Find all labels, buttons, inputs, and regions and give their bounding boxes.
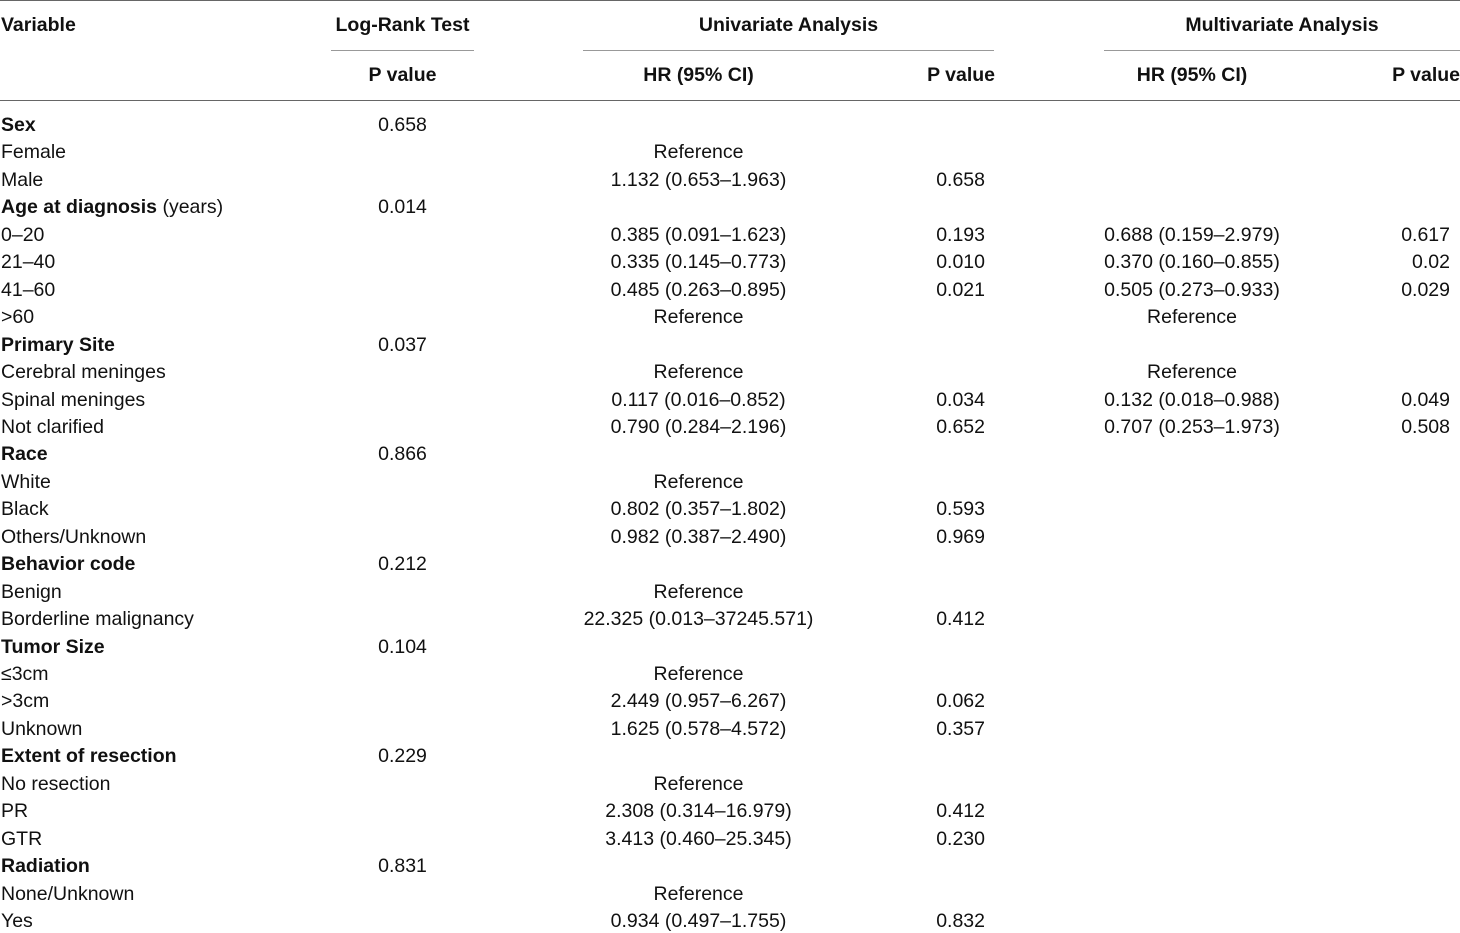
univariate-hr-cell: 0.982 (0.387–2.490)	[610, 525, 787, 548]
variable-cell	[1, 802, 321, 822]
variable-cell	[1, 253, 321, 273]
univariate-hr-cell: 0.117 (0.016–0.852)	[611, 388, 786, 411]
univariate-pvalue-cell: 0.652	[936, 415, 985, 438]
level-label: No resection	[1, 772, 111, 795]
univariate-pvalue-cell: 0.357	[936, 717, 985, 740]
level-label: Not clarified	[1, 415, 104, 438]
variable-cell	[1, 445, 321, 465]
variable-cell	[1, 717, 321, 740]
univariate-hr-cell: Reference	[653, 772, 744, 795]
multivariate-pvalue-cell: 0.617	[1401, 223, 1450, 246]
variable-cell	[1, 116, 321, 136]
top-rule	[0, 0, 1460, 1]
level-label: ≤3cm	[1, 663, 49, 685]
univariate-hr-cell: Reference	[653, 470, 744, 493]
univariate-hr-cell: 2.449 (0.957–6.267)	[610, 690, 787, 713]
group-label: Primary Site	[1, 333, 115, 356]
group-label: Behavior code	[1, 553, 136, 576]
variable-cell	[1, 827, 321, 850]
univariate-hr-cell: Reference	[653, 306, 744, 329]
variable-cell	[1, 610, 321, 630]
logrank-pvalue-cell: 0.104	[378, 635, 427, 658]
variable-cell	[1, 635, 321, 658]
level-label: Others/Unknown	[1, 525, 147, 548]
logrank-pvalue-cell: 0.831	[378, 855, 427, 878]
level-label: Spinal meninges	[1, 388, 146, 411]
level-label: 21–40	[1, 251, 56, 274]
univariate-hr-header: HR (95% CI)	[643, 64, 754, 86]
logrank-group-rule	[331, 50, 474, 51]
univariate-pvalue-cell: 0.593	[936, 498, 985, 521]
multivariate-hr-cell: Reference	[1147, 361, 1237, 384]
multivariate-pvalue-cell: 0.02	[1412, 251, 1450, 274]
group-label: Extent of resection	[1, 745, 177, 768]
multivariate-group-rule	[1104, 50, 1460, 51]
univariate-pvalue-cell: 0.658	[936, 168, 985, 191]
univariate-hr-cell: 3.413 (0.460–25.345)	[605, 827, 792, 850]
univariate-pvalue-cell: 0.193	[936, 223, 985, 246]
level-label: None/Unknown	[1, 882, 135, 905]
variable-cell	[1, 857, 321, 877]
level-label: Female	[1, 141, 67, 164]
logrank-header: Log-Rank Test	[335, 14, 470, 36]
level-label: 41–60	[1, 278, 56, 301]
level-label: Benign	[1, 580, 62, 603]
univariate-hr-cell: 0.485 (0.263–0.895)	[610, 278, 787, 301]
univariate-hr-cell: 22.325 (0.013–37245.571)	[583, 608, 814, 631]
univariate-pvalue-cell: 0.010	[936, 251, 985, 274]
multivariate-pvalue-cell: 0.049	[1401, 388, 1450, 411]
variable-cell	[1, 198, 321, 218]
univariate-pvalue-cell: 0.021	[936, 278, 985, 301]
logrank-pvalue-cell: 0.212	[378, 553, 427, 576]
variable-cell	[1, 747, 321, 767]
logrank-pvalue-cell: 0.037	[378, 333, 427, 356]
group-label: Sex	[1, 114, 36, 136]
variable-cell	[1, 555, 321, 575]
level-label: White	[1, 470, 51, 493]
variable-cell	[1, 168, 321, 191]
group-label: Radiation	[1, 855, 90, 878]
variable-cell	[1, 308, 321, 328]
variable-cell	[1, 525, 321, 548]
multivariate-hr-cell: 0.370 (0.160–0.855)	[1104, 251, 1280, 274]
level-label: Yes	[1, 910, 33, 933]
univariate-hr-cell: Reference	[653, 663, 744, 685]
multivariate-header: Multivariate Analysis	[1185, 14, 1379, 36]
univariate-hr-cell: 0.934 (0.497–1.755)	[610, 910, 787, 933]
level-label: >3cm	[1, 690, 50, 713]
univariate-pvalue-cell: 0.832	[936, 910, 985, 933]
group-label: Race	[1, 443, 48, 466]
level-label: Borderline malignancy	[1, 608, 194, 631]
univariate-pvalue-cell: 0.062	[936, 690, 985, 713]
level-label: GTR	[1, 827, 43, 850]
univariate-pvalue-cell: 0.412	[936, 608, 985, 631]
level-label: >60	[1, 306, 35, 329]
level-label: 0–20	[1, 223, 45, 246]
univariate-pvalue-header: P value	[927, 64, 995, 86]
variable-cell	[1, 223, 321, 246]
logrank-pvalue-cell: 0.866	[378, 443, 427, 466]
multivariate-hr-cell: 0.707 (0.253–1.973)	[1104, 415, 1280, 438]
variable-cell	[1, 363, 321, 383]
variable-header: Variable	[1, 14, 76, 36]
variable-cell	[1, 912, 321, 932]
variable-cell	[1, 772, 321, 795]
univariate-pvalue-cell: 0.230	[936, 827, 985, 850]
logrank-pvalue-cell: 0.014	[378, 196, 427, 219]
group-label: Age at diagnosis	[1, 196, 158, 219]
variable-cell	[1, 143, 321, 163]
variable-cell	[1, 388, 321, 411]
label-unit: (years)	[157, 196, 224, 219]
level-label: PR	[1, 800, 29, 823]
univariate-hr-cell: Reference	[653, 141, 744, 164]
univariate-header: Univariate Analysis	[698, 14, 879, 36]
univariate-pvalue-cell: 0.969	[936, 525, 985, 548]
variable-cell	[1, 415, 321, 438]
level-label: Cerebral meninges	[1, 361, 166, 384]
level-label: Male	[1, 168, 44, 191]
univariate-group-rule	[583, 50, 994, 51]
univariate-pvalue-cell: 0.034	[936, 388, 985, 411]
univariate-hr-cell: 0.385 (0.091–1.623)	[610, 223, 787, 246]
univariate-hr-cell: 2.308 (0.314–16.979)	[605, 800, 792, 823]
univariate-hr-cell: 0.802 (0.357–1.802)	[610, 498, 787, 521]
variable-cell	[1, 470, 321, 493]
variable-cell	[1, 580, 321, 603]
univariate-hr-cell: 1.132 (0.653–1.963)	[610, 168, 787, 191]
logrank-pvalue-header: P value	[368, 64, 437, 86]
level-label: Unknown	[1, 717, 83, 740]
multivariate-hr-cell: 0.505 (0.273–0.933)	[1104, 278, 1280, 301]
univariate-hr-cell: Reference	[653, 361, 744, 384]
variable-cell	[1, 882, 321, 905]
univariate-hr-cell: Reference	[653, 580, 744, 603]
variable-cell	[1, 278, 321, 301]
univariate-hr-cell: 1.625 (0.578–4.572)	[610, 717, 787, 740]
univariate-hr-cell: 0.790 (0.284–2.196)	[610, 415, 787, 438]
logrank-pvalue-cell: 0.658	[378, 114, 427, 136]
multivariate-hr-cell: 0.688 (0.159–2.979)	[1104, 223, 1280, 246]
logrank-pvalue-cell: 0.229	[378, 745, 427, 768]
multivariate-pvalue-header: P value	[1392, 64, 1460, 86]
multivariate-pvalue-cell: 0.508	[1401, 415, 1450, 438]
header-bottom-rule	[0, 100, 1460, 101]
group-label: Tumor Size	[1, 635, 105, 658]
univariate-hr-cell: 0.335 (0.145–0.773)	[610, 251, 787, 274]
variable-cell	[1, 692, 321, 712]
univariate-pvalue-cell: 0.412	[936, 800, 985, 823]
multivariate-hr-cell: 0.132 (0.018–0.988)	[1104, 388, 1280, 411]
multivariate-hr-header: HR (95% CI)	[1136, 64, 1248, 86]
univariate-hr-cell: Reference	[653, 882, 744, 905]
multivariate-pvalue-cell: 0.029	[1401, 278, 1450, 301]
multivariate-hr-cell: Reference	[1147, 306, 1237, 329]
variable-cell	[1, 333, 321, 356]
level-label: Black	[1, 498, 49, 521]
variable-cell	[1, 665, 321, 685]
variable-cell	[1, 500, 321, 520]
